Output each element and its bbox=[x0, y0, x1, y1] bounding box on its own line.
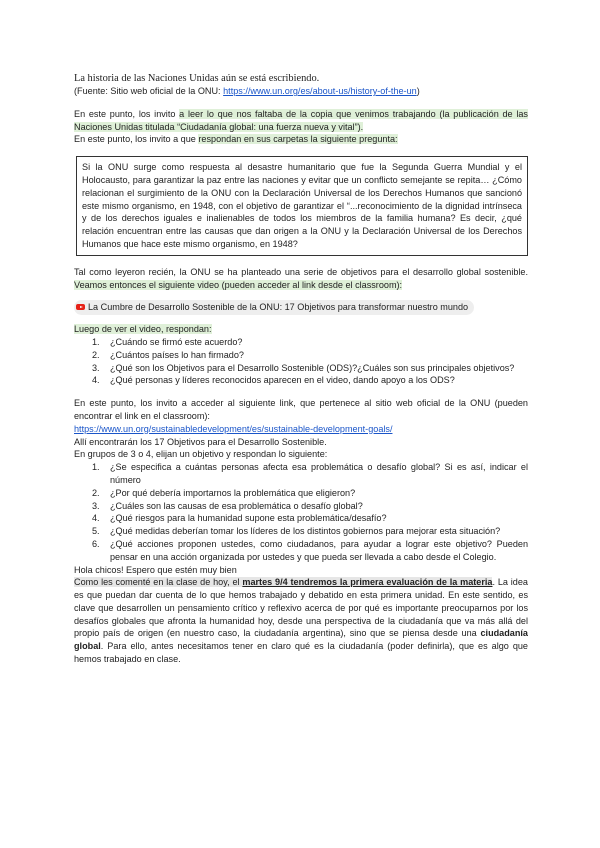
list-item: 6. ¿Qué acciones proponen ustedes, como ciudadanos, para ayudar a lograr este objetivo? Pueden pensar en una acción organizada por ustedes y que pueda ser llevada a cabo desde el Colegio. bbox=[92, 538, 528, 562]
list-item: 4. ¿Qué riesgos para la humanidad supone esta problemática/desafío? bbox=[92, 513, 387, 524]
list-item: 2. ¿Por qué debería importarnos la problemática que eligieron? bbox=[92, 487, 356, 498]
link-section-line3: En grupos de 3 o 4, elijan un objetivo y respondan lo siguiente: bbox=[74, 449, 328, 460]
source-link[interactable]: https://www.un.org/es/about-us/history-of-the-un bbox=[223, 86, 417, 96]
closing-greeting: Hola chicos! Espero que estén muy bien bbox=[74, 564, 237, 575]
intro-question-instruction: En este punto, los invito a que respondan en sus carpetas la siguiente pregunta: bbox=[74, 134, 398, 145]
sdg-link-line bbox=[74, 423, 528, 436]
page-title: La historia de las Naciones Unidas aún se está escribiendo. bbox=[74, 73, 320, 84]
question-box bbox=[76, 156, 528, 256]
video-link-chip[interactable] bbox=[74, 300, 474, 315]
link-section-text: En este punto, los invito a acceder al siguiente link, que pertenece al sitio web oficial de la ONU (pueden encontrar el link en el classroom): bbox=[74, 398, 528, 421]
document-body bbox=[74, 72, 528, 666]
question-box-text: Si la ONU surge como respuesta al desastre humanitario que fue la Segunda Guerra Mundial y el Holocausto, para garantizar la paz entre las naciones y evitar que un conflicto semejante se repita… ¿Cómo relacionan el surgimiento de la ONU con la Declaración Universal de los Derechos Humanos que sancionó este mismo organismo, en 1948, con el objetivo de garantizar el “...reconocimiento de la dignidad intrínseca y de los derechos iguales e inalienables de todos los miembros de la familia humana? Es decir, ¿qué relación encuentran entre las causas que dan origen a la ONU y la Declaración Universal de los Derechos Humanos que hace este mismo organismo, en 1948? bbox=[82, 162, 522, 249]
list-item: 3. ¿Cuáles son las causas de esa problemática o desafío global? bbox=[92, 500, 363, 511]
link-section-line2: Allí encontrarán los 17 Objetivos para el Desarrollo Sostenible. bbox=[74, 436, 327, 447]
list-item: 5. ¿Qué medidas deberían tomar los líderes de los distintos gobiernos para mejorar esta situación? bbox=[92, 526, 501, 537]
list-item: 3. ¿Qué son los Objetivos para el Desarrollo Sostenible (ODS)?¿Cuáles son sus principales objetivos? bbox=[92, 362, 515, 373]
intro-reading-instruction: En este punto, los invito a leer lo que nos faltaba de la copia que venimos trabajando (la publicación de las Naciones Unidas titulada “Ciudadanía global: una fuerza nueva y vital”). bbox=[74, 108, 528, 132]
list-item: 1. ¿Cuándo se firmó este acuerdo? bbox=[92, 336, 243, 347]
source-line: (Fuente: Sitio web oficial de la ONU: https://www.un.org/es/about-us/history-of-the-un) bbox=[74, 86, 420, 96]
list-item: 1. ¿Se especifica a cuántas personas afecta esa problemática o desafío global? Si es así, indicar el número bbox=[92, 462, 528, 485]
goals-intro: Tal como leyeron recién, la ONU se ha planteado una serie de objetivos para el desarrollo global sostenible. Veamos entonces el siguiente video (pueden acceder al link desde el classroom): bbox=[74, 266, 528, 290]
closing-paragraph: Como les comenté en la clase de hoy, el martes 9/4 tendremos la primera evaluación de la materia. La idea es que puedan dar cuenta de lo que hemos trabajado y debatido en esta primera unidad. En este sentido, es clave que desarrollen un pensamiento crítico y reflexivo acerca de por qué es importante preocuparnos por los desafíos globales que afronta la humanidad hoy, desde una perspectiva de la ciudadanía que va más allá del propio país de origen (en nuestro caso, la ciudadanía argentina), sino que se piensa desde una ciudadanía global. Para ello, antes necesitamos tener en claro qué es la ciudadanía (poder definirla), que es algo que hemos trabajado en clase. bbox=[74, 577, 528, 665]
video-questions-list bbox=[74, 336, 528, 387]
list-item: 2. ¿Cuántos países lo han firmado? bbox=[92, 349, 244, 360]
sdg-link[interactable]: https://www.un.org/sustainabledevelopment/es/sustainable-development-goals/ bbox=[74, 423, 393, 434]
group-questions-list bbox=[74, 461, 528, 563]
list-item: 4. ¿Qué personas y líderes reconocidos aparecen en el video, dando apoyo a los ODS? bbox=[92, 375, 455, 386]
video-link-label[interactable]: La Cumbre de Desarrollo Sostenible de la ONU: 17 Objetivos para transformar nuestro mundo bbox=[88, 302, 469, 313]
youtube-icon bbox=[76, 304, 85, 310]
video-questions-heading: Luego de ver el video, respondan: bbox=[74, 324, 212, 335]
